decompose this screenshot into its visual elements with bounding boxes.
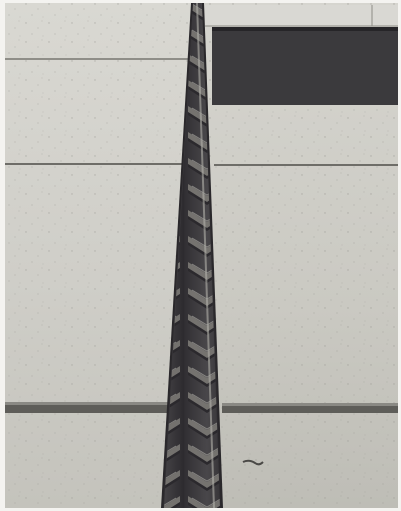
top-ledge — [205, 5, 398, 26]
left-slabs — [5, 3, 193, 508]
dark-opening — [212, 27, 398, 105]
right-slabs — [197, 3, 398, 508]
